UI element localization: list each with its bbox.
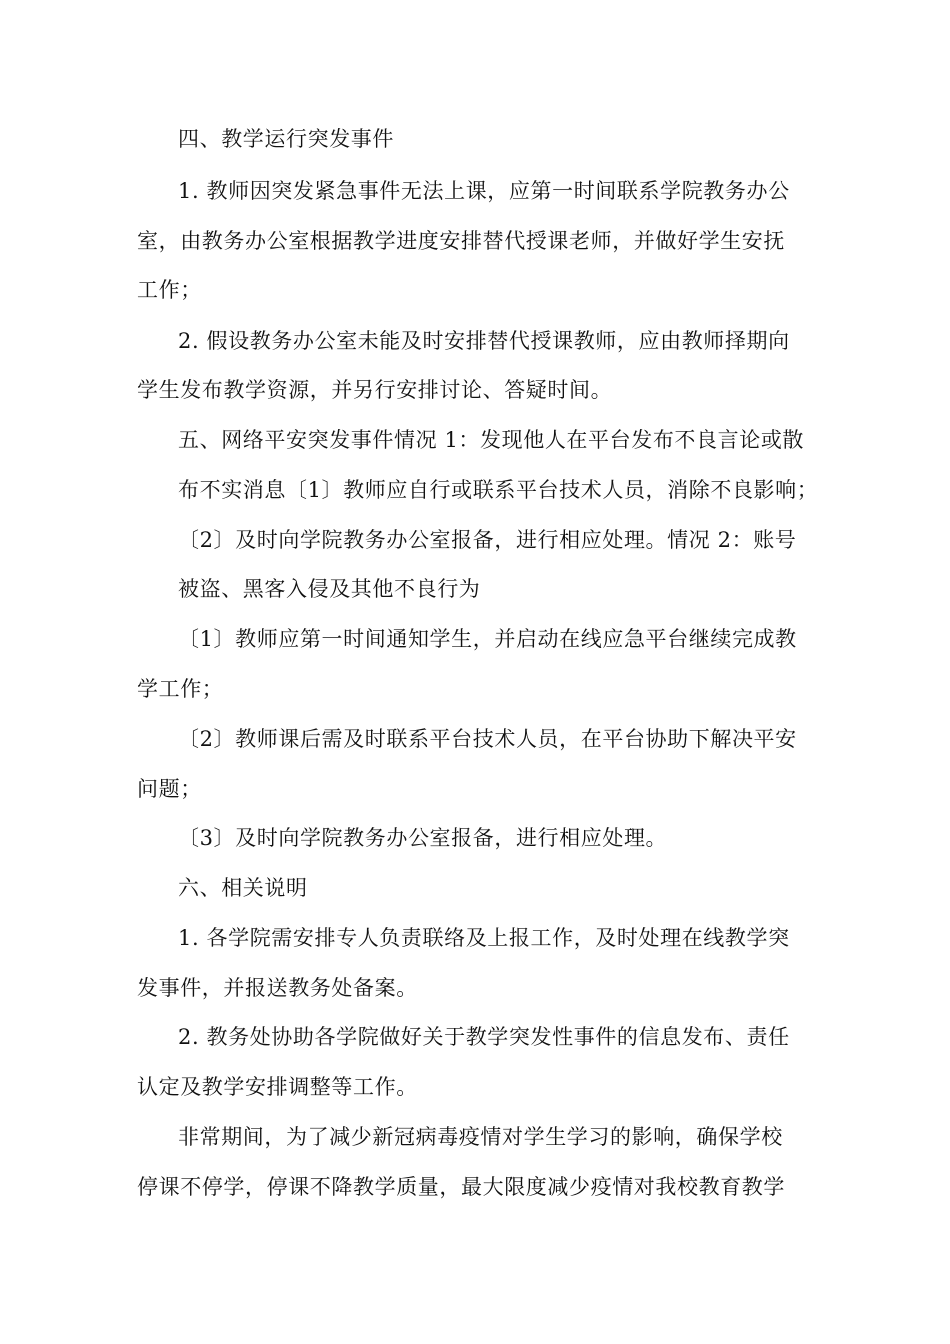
paragraph-line: 停课不停学，停课不降教学质量，最大限度减少疫情对我校教育教学 (137, 1175, 785, 1199)
paragraph-line: 问题； (137, 777, 202, 801)
paragraph-line: 非常期间，为了减少新冠病毒疫情对学生学习的影响，确保学校 (178, 1125, 783, 1149)
paragraph-line: 1. 各学院需安排专人负责联络及上报工作，及时处理在线教学突 (178, 926, 790, 950)
paragraph-line: 〔1〕教师应第一时间通知学生，并启动在线应急平台继续完成教 (178, 627, 797, 651)
paragraph-line: 布不实消息〔1〕教师应自行或联系平台技术人员，消除不良影响； (178, 478, 819, 502)
paragraph-line: 发事件，并报送教务处备案。 (137, 976, 418, 1000)
paragraph-line: 被盗、黑客入侵及其他不良行为 (178, 577, 481, 601)
paragraph-line: 工作； (137, 278, 202, 302)
paragraph-line: 2. 教务处协助各学院做好关于教学突发性事件的信息发布、责任 (178, 1025, 790, 1049)
paragraph-line: 1. 教师因突发紧急事件无法上课，应第一时间联系学院教务办公 (178, 179, 790, 203)
paragraph-line: 学生发布教学资源，并另行安排讨论、答疑时间。 (137, 378, 613, 402)
section-heading-5: 五、网络平安突发事件情况 1：发现他人在平台发布不良言论或散 (178, 428, 805, 452)
paragraph-line: 〔2〕及时向学院教务办公室报备，进行相应处理。情况 2：账号 (178, 528, 797, 552)
paragraph-line: 学工作； (137, 677, 224, 701)
paragraph-line: 2. 假设教务办公室未能及时安排替代授课教师，应由教师择期向 (178, 329, 790, 353)
section-heading-6: 六、相关说明 (178, 876, 308, 900)
paragraph-line: 室，由教务办公室根据教学进度安排替代授课老师，并做好学生安抚 (137, 229, 785, 253)
paragraph-line: 〔2〕教师课后需及时联系平台技术人员，在平台协助下解决平安 (178, 727, 797, 751)
paragraph-line: 认定及教学安排调整等工作。 (137, 1075, 418, 1099)
section-heading-4: 四、教学运行突发事件 (178, 127, 394, 151)
paragraph-line: 〔3〕及时向学院教务办公室报备，进行相应处理。 (178, 826, 668, 850)
